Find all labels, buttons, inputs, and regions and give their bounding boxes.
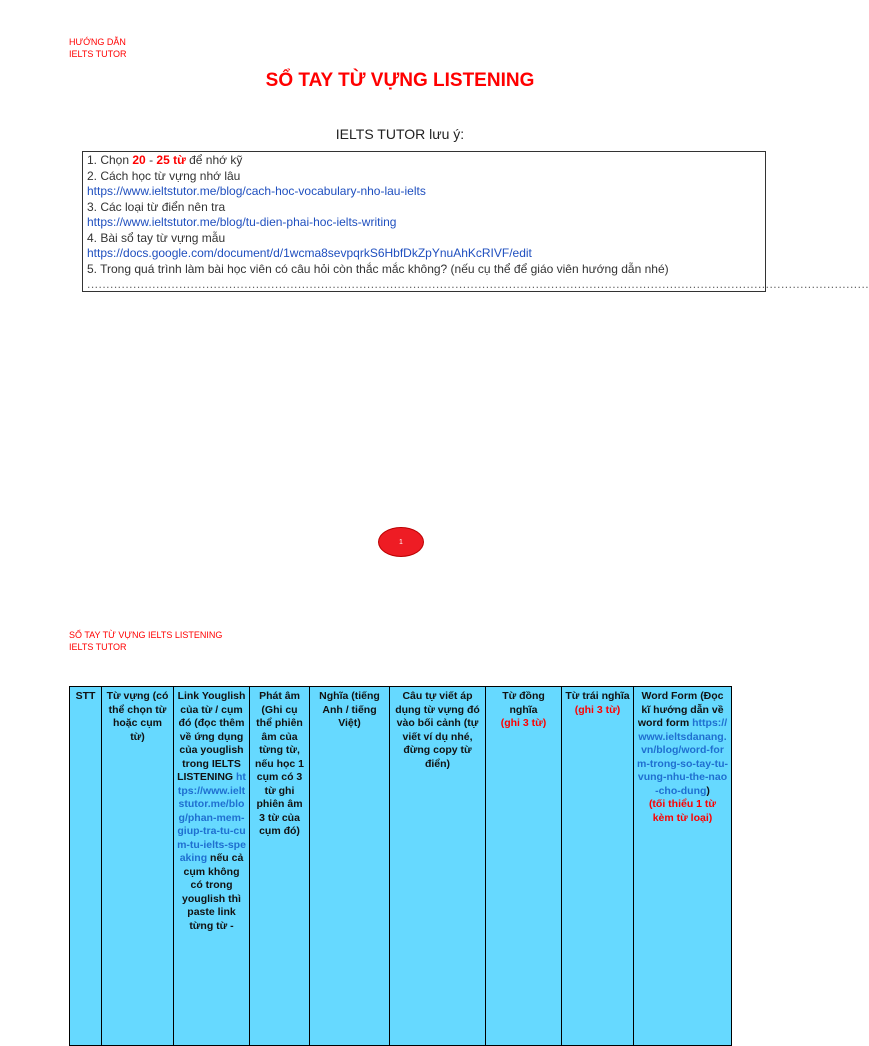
note-4-link[interactable]: https://docs.google.com/document/d/1wcma8sevpqrkS6HbfDkZpYnuAhKcRIVF/edit	[87, 246, 532, 260]
page-title: SỔ TAY TỪ VỰNG LISTENING	[265, 70, 535, 91]
col-antonyms: Từ trái nghĩa (ghi 3 từ)	[562, 687, 634, 1046]
top-header-line2: IELTS TUTOR	[69, 49, 127, 59]
col-vocabulary: Từ vựng (có thể chọn từ hoặc cụm từ)	[102, 687, 174, 1046]
youglish-guide-link[interactable]: https://www.ieltstutor.me/blog/phan-mem-giup-tra-tu-cum-tu-ielts-speaking	[177, 771, 246, 864]
note-1-max: 25 từ	[156, 153, 186, 167]
note-4: 4. Bài sổ tay từ vựng mẫu	[87, 230, 226, 245]
section-header-line1: SỔ TAY TỪ VỰNG IELTS LISTENING	[69, 630, 223, 640]
section-header-line2: IELTS TUTOR	[69, 642, 127, 652]
table-header-row	[70, 687, 732, 1046]
vocab-table	[69, 686, 732, 1046]
top-header	[69, 36, 127, 60]
notes-box	[82, 151, 869, 292]
page-number-badge: 1	[378, 527, 424, 557]
notes-subtitle: IELTS TUTOR lưu ý:	[335, 126, 465, 142]
note-1	[87, 153, 761, 169]
col-example-sentence: Câu tự viết áp dụng từ vựng đó vào bối cảnh (tự viết ví dụ nhé, đừng copy từ điển)	[390, 687, 486, 1046]
top-header-line1: HƯỚNG DẪN	[69, 37, 126, 47]
col-pronunciation: Phát âm (Ghi cụ thể phiên âm của từng từ, nếu học 1 cụm có 3 từ ghi phiên âm 3 từ của cụm đó)	[250, 687, 310, 1046]
note-3: 3. Các loại từ điển nên tra	[87, 199, 226, 214]
section-header	[69, 629, 222, 653]
note-1-suffix: để nhớ kỹ	[185, 153, 243, 167]
col-stt: STT	[70, 687, 102, 1046]
note-1-dash: -	[145, 153, 157, 167]
col-youglish-link: Link Youglish của từ / cụm đó (đọc thêm về ứng dụng của youglish trong IELTS LISTENING https://www.ieltstutor.me/blog/phan-mem-giup-tra-tu-cum-tu-ielts-speaking nếu cả cụm không có trong youglish thì paste link từng từ -	[174, 687, 250, 1046]
note-3-link[interactable]: https://www.ieltstutor.me/blog/tu-dien-phai-hoc-ielts-writing	[87, 215, 397, 229]
note-1-min: 20	[132, 153, 146, 167]
col-synonyms: Từ đồng nghĩa (ghi 3 từ)	[486, 687, 562, 1046]
col-word-form: Word Form (Đọc kĩ hướng dẫn về word form https://www.ieltsdanang.vn/blog/word-form-trong-so-tay-tu-vung-nhu-the-nao-cho-dung) (tối thiểu 1 từ kèm từ loại)	[634, 687, 732, 1046]
word-form-guide-link[interactable]: https://www.ieltsdanang.vn/blog/word-form-trong-so-tay-tu-vung-nhu-the-nao-cho-dung	[637, 717, 728, 797]
note-1-prefix: 1. Chọn	[87, 153, 133, 167]
note-2-link[interactable]: https://www.ieltstutor.me/blog/cach-hoc-vocabulary-nho-lau-ielts	[87, 184, 426, 198]
note-2: 2. Cách học từ vựng nhớ lâu	[87, 168, 241, 183]
note-5: 5. Trong quá trình làm bài học viên có câu hỏi còn thắc mắc không? (nếu cụ thể để giáo viên hướng dẫn nhé)	[87, 261, 669, 276]
col-meaning: Nghĩa (tiếng Anh / tiếng Việt)	[310, 687, 390, 1046]
answer-dots: ............................................................................................................................................................................................................	[87, 277, 869, 291]
